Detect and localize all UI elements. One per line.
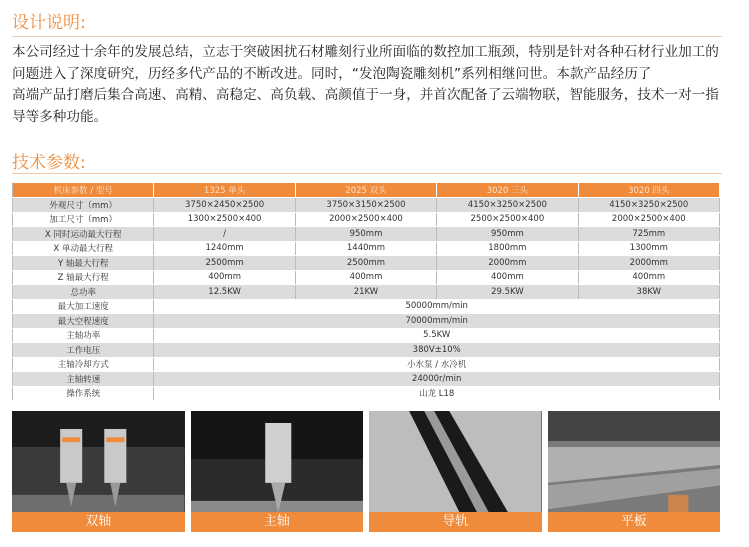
row-label: 操作系统: [13, 386, 154, 401]
description-part-1: 本公司经过十余年的发展总结，立志于突破困扰石材雕刻行业所面临的数控加工瓶颈，特别是针对各种石材行业加工的问题进入了深度研究，历经多代产品的不断改进。同时，“发泡陶瓷雕刻机”系列相继问世。本款产品经历了: [12, 44, 719, 82]
row-label: Y 轴最大行程: [13, 256, 154, 271]
table-cell: 725mm: [578, 227, 719, 242]
photo-label: 平板: [548, 512, 721, 532]
table-cell: 3750×3150×2500: [295, 198, 436, 213]
table-cell: 400mm: [295, 270, 436, 285]
table-cell: 950mm: [437, 227, 578, 242]
divider: [12, 36, 722, 37]
photo-label: 双轴: [12, 512, 185, 532]
table-row: [13, 314, 720, 329]
design-heading: 设计说明:: [12, 13, 86, 33]
table-cell: 70000mm/min: [154, 314, 720, 329]
row-label: 最大加工速度: [13, 299, 154, 314]
table-row: [13, 299, 720, 314]
table-cell: 2500×2500×400: [437, 212, 578, 227]
row-label: X 单动最大行程: [13, 241, 154, 256]
table-cell: 400mm: [437, 270, 578, 285]
table-cell: 2500mm: [295, 256, 436, 271]
description-paragraph: [12, 42, 724, 128]
table-row: [13, 357, 720, 372]
row-label: 主轴冷却方式: [13, 357, 154, 372]
column-header: 1325 单头: [154, 183, 295, 198]
table-row: [13, 212, 720, 227]
table-cell: 21KW: [295, 285, 436, 300]
table-cell: 12.5KW: [154, 285, 295, 300]
column-header: 机床参数 / 型号: [13, 183, 154, 198]
row-label: 主轴功率: [13, 328, 154, 343]
column-header: 3020 四头: [578, 183, 719, 198]
photo-spindle: [191, 411, 364, 532]
description-part-2: 高端产品打磨后集合高速、高精、高稳定、高负载、高颜值于一身，并首次配备了云端物联，智能服务，技术一对一指导等多种功能。: [12, 87, 719, 125]
photo-guide-rail: [369, 411, 542, 532]
table-row: [13, 386, 720, 401]
table-cell: 38KW: [578, 285, 719, 300]
table-cell: 山龙 L18: [154, 386, 720, 401]
photo-dual-spindle: [12, 411, 185, 532]
row-label: 工作电压: [13, 343, 154, 358]
row-label: 主轴转速: [13, 372, 154, 387]
table-cell: 1300×2500×400: [154, 212, 295, 227]
table-cell: 50000mm/min: [154, 299, 720, 314]
spec-heading: 技术参数:: [12, 153, 86, 173]
table-cell: 5.5KW: [154, 328, 720, 343]
row-label: 总功率: [13, 285, 154, 300]
table-cell: 1300mm: [578, 241, 719, 256]
table-row: [13, 198, 720, 213]
table-row: [13, 270, 720, 285]
table-cell: 2000mm: [578, 256, 719, 271]
photo-strip: [12, 411, 720, 532]
table-row: [13, 241, 720, 256]
table-cell: 2000×2500×400: [295, 212, 436, 227]
table-cell: 小水泵 / 水冷机: [154, 357, 720, 372]
table-row: [13, 372, 720, 387]
table-row: [13, 227, 720, 242]
table-cell: 2500mm: [154, 256, 295, 271]
column-header: 2025 双头: [295, 183, 436, 198]
table-cell: 24000r/min: [154, 372, 720, 387]
table-cell: 4150×3250×2500: [578, 198, 719, 213]
spec-table: [12, 183, 720, 401]
column-header: 3020 三头: [437, 183, 578, 198]
table-cell: 950mm: [295, 227, 436, 242]
table-cell: 29.5KW: [437, 285, 578, 300]
row-label: X 同时运动最大行程: [13, 227, 154, 242]
table-cell: 380V±10%: [154, 343, 720, 358]
table-row: [13, 285, 720, 300]
table-cell: /: [154, 227, 295, 242]
table-cell: 4150×3250×2500: [437, 198, 578, 213]
divider: [12, 173, 722, 174]
table-cell: 400mm: [578, 270, 719, 285]
photo-label: 主轴: [191, 512, 364, 532]
table-row: [13, 343, 720, 358]
table-cell: 1440mm: [295, 241, 436, 256]
table-row: [13, 328, 720, 343]
table-cell: 2000mm: [437, 256, 578, 271]
photo-table-plate: [548, 411, 721, 532]
table-cell: 2000×2500×400: [578, 212, 719, 227]
table-cell: 3750×2450×2500: [154, 198, 295, 213]
row-label: 最大空程速度: [13, 314, 154, 329]
table-cell: 1800mm: [437, 241, 578, 256]
table-row: [13, 256, 720, 271]
table-cell: 400mm: [154, 270, 295, 285]
row-label: Z 轴最大行程: [13, 270, 154, 285]
photo-label: 导轨: [369, 512, 542, 532]
table-cell: 1240mm: [154, 241, 295, 256]
row-label: 加工尺寸（mm）: [13, 212, 154, 227]
row-label: 外观尺寸（mm）: [13, 198, 154, 213]
